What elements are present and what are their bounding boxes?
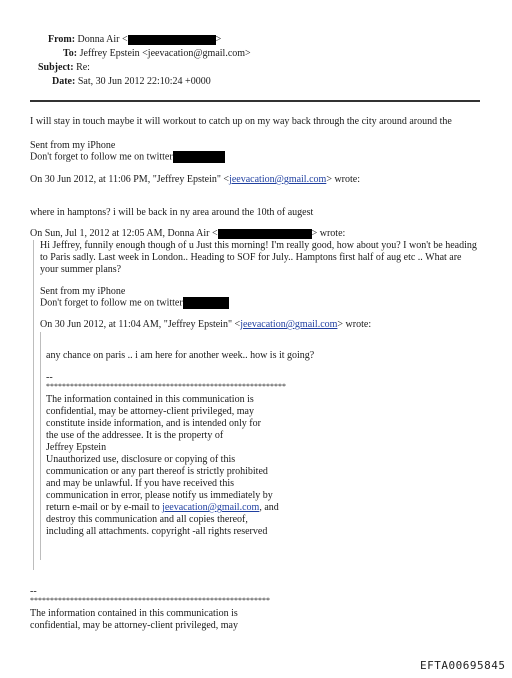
signature-line [40, 297, 229, 309]
disclaimer-line: communication in error, please notify us immediately by [46, 490, 273, 501]
signature-dashes: -- [30, 586, 37, 597]
message-body: any chance on paris .. i am here for another week.. how is it going? [46, 350, 315, 361]
subject-value: Re: [76, 62, 90, 73]
quote-prefix: On 30 Jun 2012, at 11:04 AM, "Jeffrey Epstein" < [40, 319, 241, 330]
header-subject [38, 62, 90, 74]
disclaimer-line: constitute inside information, and is intended only for [46, 418, 261, 429]
disclaimer-text: return e-mail or by e-mail to [46, 502, 163, 513]
email-link[interactable]: jeevacation@gmail.com [162, 502, 260, 513]
quote-header [40, 319, 371, 331]
header-from [48, 34, 221, 46]
disclaimer-line: destroy this communication and all copies thereof, [46, 514, 248, 525]
subject-label: Subject: [38, 62, 74, 73]
signature-stars: ************************************************************ [46, 382, 286, 391]
date-value: Sat, 30 Jun 2012 22:10:24 +0000 [77, 76, 211, 87]
disclaimer-line: confidential, may be attorney-client privileged, may [46, 406, 254, 417]
disclaimer-line [46, 502, 279, 514]
redaction-block [218, 229, 312, 239]
to-label: To: [63, 48, 78, 59]
quote-prefix: On Sun, Jul 1, 2012 at 12:05 AM, Donna Air < [30, 228, 218, 239]
quote-suffix: > wrote: [337, 319, 372, 330]
header-divider [30, 100, 480, 102]
date-label: Date: [52, 76, 76, 87]
redaction-block [173, 151, 225, 163]
quote-suffix: > wrote: [326, 174, 360, 185]
message-line: Hi Jeffrey, funnily enough though of u Just this morning! I'm really good, how about you? I won't be heading [40, 240, 477, 251]
from-label: From: [48, 34, 76, 45]
disclaimer-text: , and [259, 502, 279, 513]
redaction-block [128, 35, 216, 45]
signature-line [30, 151, 225, 163]
from-close: > [215, 34, 222, 45]
header-date [52, 76, 211, 88]
redaction-block [183, 297, 229, 309]
quote-bar [40, 332, 41, 560]
twitter-text: Don't forget to follow me on twitter [30, 151, 173, 163]
quote-suffix: > wrote: [311, 228, 346, 239]
quote-header [30, 228, 345, 240]
twitter-text: Don't forget to follow me on twitter [40, 297, 183, 309]
message-body: where in hamptons? i will be back in ny area around the 10th of augest [30, 207, 314, 218]
disclaimer-line: Unauthorized use, disclosure or copying of this [46, 454, 236, 465]
from-value: Donna Air < [77, 34, 128, 45]
disclaimer-line: Jeffrey Epstein [46, 442, 107, 453]
quote-header [30, 174, 360, 186]
message-line: your summer plans? [40, 264, 122, 275]
quote-prefix: On 30 Jun 2012, at 11:06 PM, "Jeffrey Epstein" < [30, 174, 230, 185]
signature-stars: ************************************************************ [30, 596, 270, 605]
disclaimer-line: including all attachments. copyright -all rights reserved [46, 526, 268, 537]
disclaimer-line: The information contained in this communication is [46, 394, 254, 405]
disclaimer-line: and may be unlawful. If you have received this [46, 478, 234, 489]
document-stamp: EFTA00695845 [420, 659, 506, 672]
to-value: Jeffrey Epstein <jeevacation@gmail.com> [79, 48, 251, 59]
message-body: I will stay in touch maybe it will workout to catch up on my way back through the city around around the [30, 116, 452, 127]
message-line: to Paris sadly. Last week in London.. Heading to SOF for July.. Hamptons first half of aug etc .. What are [40, 252, 462, 263]
disclaimer-line: communication or any part thereof is strictly prohibited [46, 466, 268, 477]
disclaimer-line: confidential, may be attorney-client privileged, may [30, 620, 238, 631]
quote-bar [33, 240, 34, 570]
disclaimer-line: the use of the addressee. It is the property of [46, 430, 224, 441]
email-link[interactable]: jeevacation@gmail.com [240, 319, 338, 330]
email-link[interactable]: jeevacation@gmail.com [229, 174, 327, 185]
signature-line: Sent from my iPhone [40, 286, 126, 297]
header-to [63, 48, 251, 60]
disclaimer-line: The information contained in this communication is [30, 608, 238, 619]
signature-line: Sent from my iPhone [30, 140, 116, 151]
signature-dashes: -- [46, 372, 53, 383]
